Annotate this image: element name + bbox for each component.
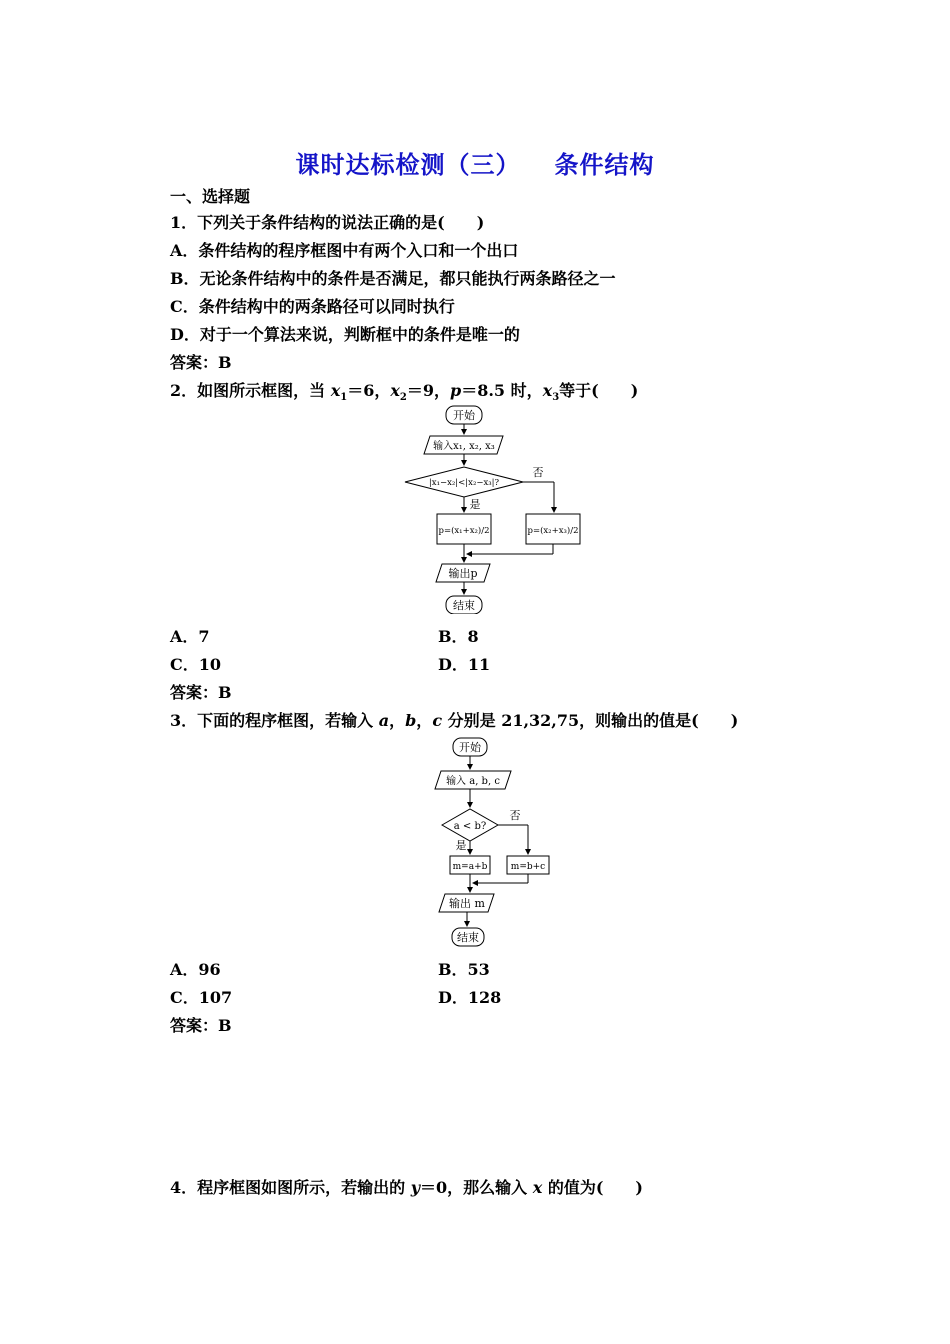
q1-option-d: D．对于一个算法来说，判断框中的条件是唯一的 bbox=[170, 325, 520, 344]
q3-flow-no-label: 否 bbox=[509, 809, 521, 822]
q2-flow-no-label: 否 bbox=[532, 466, 544, 479]
q1-option-c: C．条件结构中的两条路径可以同时执行 bbox=[170, 297, 455, 316]
q2-flowchart bbox=[395, 402, 595, 614]
q3-option-c: C．107 bbox=[170, 988, 233, 1007]
q3-option-d: D．128 bbox=[438, 988, 502, 1007]
q2-answer: 答案：B bbox=[170, 683, 232, 702]
title-main: 课时达标检测（三） bbox=[295, 150, 521, 179]
q3-flow-input: 输入 a, b, c bbox=[446, 776, 500, 787]
q1-answer: 答案：B bbox=[170, 353, 232, 372]
q4-stem: 4．程序框图如图所示，若输出的 y＝0，那么输入 x 的值为( ) bbox=[170, 1178, 643, 1197]
q2-flow-right-box: p=(x₂+x₃)/2 bbox=[527, 526, 579, 536]
title-sub: 条件结构 bbox=[554, 150, 655, 179]
q2-flow-start: 开始 bbox=[453, 409, 475, 422]
q1-option-b: B．无论条件结构中的条件是否满足，都只能执行两条路径之一 bbox=[170, 269, 616, 288]
q3-flow-yes-label: 是 bbox=[455, 839, 467, 852]
q2-flow-input: 输入x₁, x₂, x₃ bbox=[433, 441, 495, 452]
q2-option-c: C．10 bbox=[170, 655, 222, 674]
q2-option-d: D．11 bbox=[438, 655, 491, 674]
q3-answer: 答案：B bbox=[170, 1016, 232, 1035]
q2-stem: 2．如图所示框图，当 $x_1=6$，$x_2=9$，p＝8.5 时，$x_3$等于( ) bbox=[170, 381, 639, 404]
q3-flow-left-box: m=a+b bbox=[452, 862, 488, 872]
q2-flow-yes-label: 是 bbox=[469, 498, 481, 511]
q3-flow-end: 结束 bbox=[457, 931, 479, 944]
q2-flow-end: 结束 bbox=[453, 599, 475, 612]
q1-stem: 1．下列关于条件结构的说法正确的是( ) bbox=[170, 213, 485, 232]
q3-stem: 3．下面的程序框图，若输入 a，b，c 分别是 21,32,75，则输出的值是( ) bbox=[170, 711, 739, 730]
q2-option-a: A．7 bbox=[170, 627, 210, 646]
q1-option-a: A．条件结构的程序框图中有两个入口和一个出口 bbox=[170, 241, 519, 260]
q3-flow-condition: a < b? bbox=[453, 821, 487, 832]
q2-flow-condition: |x₁−x₂|<|x₂−x₃|? bbox=[428, 478, 500, 488]
q2-option-b: B．8 bbox=[438, 627, 479, 646]
q3-flow-start: 开始 bbox=[459, 741, 481, 754]
q3-option-a: A．96 bbox=[170, 960, 221, 979]
section-heading: 一、选择题 bbox=[170, 187, 251, 206]
q3-option-b: B．53 bbox=[438, 960, 490, 979]
page-title bbox=[0, 145, 950, 180]
q3-flowchart bbox=[425, 735, 565, 950]
q3-flow-right-box: m=b+c bbox=[510, 862, 546, 872]
q2-flow-left-box: p=(x₁+x₂)/2 bbox=[438, 526, 490, 536]
q2-flow-output: 输出p bbox=[448, 567, 478, 580]
q3-flow-output: 输出 m bbox=[449, 897, 485, 910]
